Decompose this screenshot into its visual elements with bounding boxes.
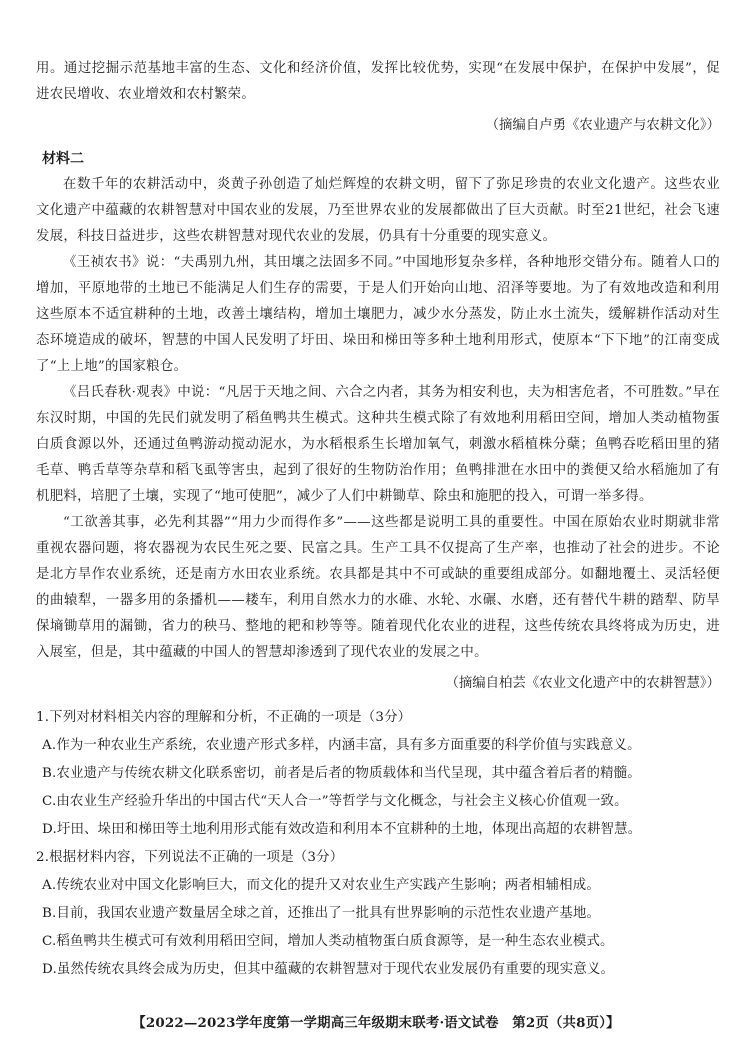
question-1-option-d: D.圩田、垛田和梯田等土地利用形式能有效改造和利用本不宜耕种的土地，体现出高超的农耕智慧。 [42, 822, 642, 837]
intro-source: （摘编自卢勇《农业遗产与农耕文化》） [485, 118, 720, 133]
question-2-option-b: B.目前，我国农业遗产数量居全球之首，还推出了一批具有世界影响的示范性农业遗产基地。 [42, 906, 601, 921]
question-1-stem: 1.下列对材料相关内容的理解和分析，不正确的一项是（3分） [36, 710, 412, 725]
question-2-option-a: A.传统农业对中国文化影响巨大，而文化的提升又对农业生产实践产生影响；两者相辅相成。 [42, 878, 600, 893]
material2-paragraph-3: 《吕氏春秋·观表》中说：“凡居于天地之间、六合之内者，其务为相安利也，夫为相害危者，不可胜数。”早在东汉时期，中国的先民们就发明了稻鱼鸭共生模式。这种共生模式除了有效地利用稻田空间，增加人类动植物蛋白质食源以外，还通过鱼鸭游动搅动泥水，为水稻根系生长增加氧气，刺激水稻植株分蘖；鱼鸭吞吃稻田里的猪毛草、鸭舌草等杂草和稻飞虱等害虫，起到了很好的生物防治作用；鱼鸭排泄在水田中的粪便又给水稻施加了有机肥料，培肥了土壤，实现了“地可使肥”，减少了人们中耕锄草、除虫和施肥的投入，可谓一举多得。 [36, 385, 720, 504]
material2-paragraph-2: 《王祯农书》说：“夫禹别九州，其田壤之法固多不同。”中国地形复杂多样，各种地形交错分布。随着人口的增加，平原地带的土地已不能满足人们生存的需要，于是人们开始向山地、沼泽等要地。为了有效地改造和利用这些原本不适宜耕种的土地，改善土壤结构，增加土壤肥力，减少水分蒸发，防止水土流失，缓解耕作活动对生态环境造成的破坏，智慧的中国人民发明了圩田、垛田和梯田等多种土地利用形式，使原本“下下地”的江南变成了“上上地”的国家粮仓。 [36, 255, 720, 374]
intro-paragraph: 用。通过挖掘示范基地丰富的生态、文化和经济价值，发挥比较优势，实现“在发展中保护，在保护中发展”，促进农民增收、农业增效和农村繁荣。 [36, 61, 720, 102]
question-1-option-c: C.由农业生产经验升华出的中国古代“天人合一”等哲学与文化概念，与社会主义核心价值观一致。 [42, 794, 628, 809]
material2-paragraph-4: “工欲善其事，必先利其器”“用力少而得作多”——这些都是说明工具的重要性。中国在原始农业时期就非常重视农器问题，将农器视为农民生死之要、民富之具。生产工具不仅提高了生产率，也推动了社会的进步。不论是北方旱作农业系统，还是南方水田农业系统。农具都是其中不可或缺的重要组成部分。如翻地覆土、灵活轻便的曲辕犁，一器多用的条播机——耧车，利用自然水力的水碓、水轮、水碾、水磨，还有替代牛耕的踏犁、防旱保墒锄草用的漏锄，省力的秧马、整地的耙和耖等等。随着现代化农业的进程，这些传统农具终将成为历史，进入展室，但是，其中蕴藏的中国人的智慧却渗透到了现代农业的发展之中。 [36, 515, 720, 660]
question-1-option-a: A.作为一种农业生产系统，农业遗产形式多样，内涵丰富，具有多方面重要的科学价值与实践意义。 [42, 738, 641, 753]
question-1 [36, 704, 720, 844]
material2-heading: 材料二 [42, 151, 84, 167]
question-2 [36, 844, 720, 984]
material2-source: （摘编自柏芸《农业文化遗产中的农耕智慧》） [445, 676, 720, 691]
material2-paragraph-1: 在数千年的农耕活动中，炎黄子孙创造了灿烂辉煌的农耕文明，留下了弥足珍贵的农业文化遗产。这些农业文化遗产中蕴藏的农耕智慧对中国农业的发展，乃至世界农业的发展都做出了巨大贡献。时至21世纪，社会飞速发展，科技日益进步，这些农耕智慧对现代农业的发展，仍具有十分重要的现实意义。 [36, 177, 720, 244]
question-1-option-b: B.农业遗产与传统农耕文化联系密切，前者是后者的物质载体和当代呈现，其中蕴含着后者的精髓。 [42, 766, 641, 781]
question-2-option-d: D.虽然传统农具终会成为历史，但其中蕴藏的农耕智慧对于现代农业发展仍有重要的现实意义。 [42, 962, 615, 977]
question-2-stem: 2.根据材料内容，下列说法不正确的一项是（3分） [36, 850, 344, 865]
exam-page-content [36, 56, 720, 984]
page-footer: 【2022—2023学年度第一学期高三年级期末联考·语文试卷 第2页（共8页）】 [132, 1015, 620, 1031]
question-2-option-c: C.稻鱼鸭共生模式可有效利用稻田空间，增加人类动植物蛋白质食源等，是一种生态农业模式。 [42, 934, 614, 949]
